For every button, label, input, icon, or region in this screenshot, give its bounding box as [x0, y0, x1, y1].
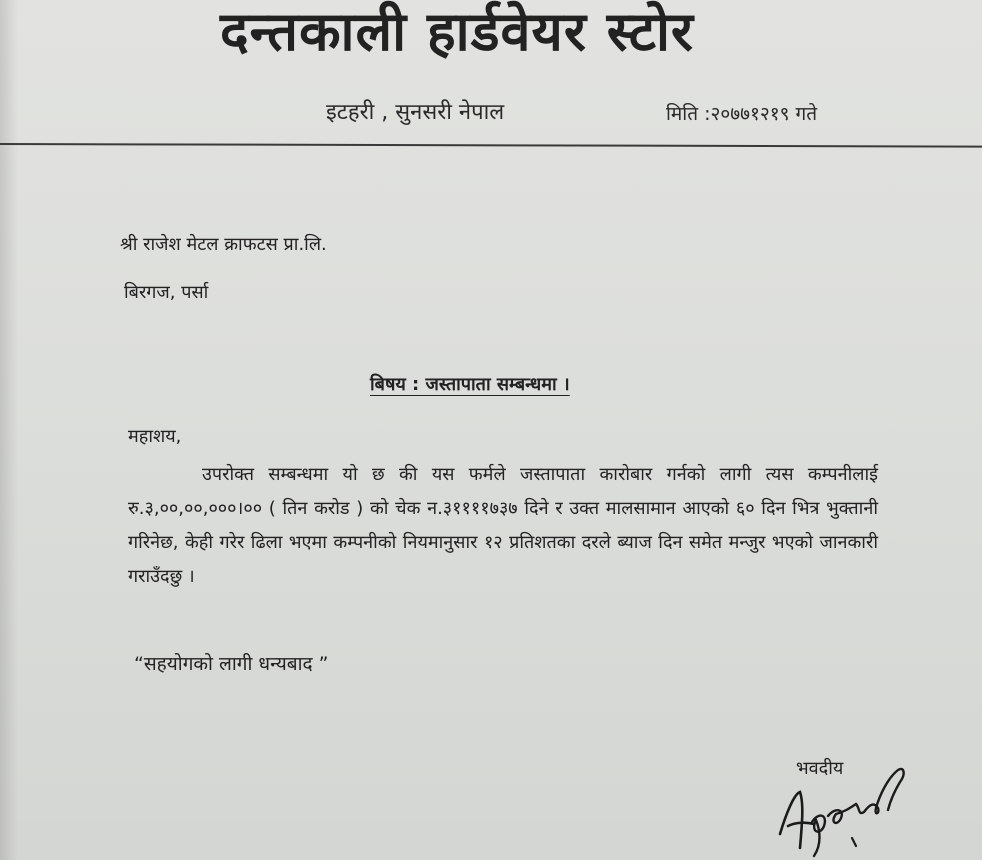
- store-address: इटहरी , सुनसरी नेपाल: [326, 100, 505, 125]
- closing-word: भवदीय: [796, 758, 844, 779]
- thanks-line: “सहयोगको लागी धन्यबाद ”: [134, 653, 329, 675]
- letter-date: मिति :२०७७१२१९ गते: [666, 103, 818, 125]
- store-name-heading: दन्तकाली हार्डवेयर स्टोर: [220, 0, 695, 63]
- recipient-name: श्री राजेश मेटल क्राफटस प्रा.लि.: [120, 234, 327, 255]
- letter-body: उपरोक्त सम्बन्धमा यो छ की यस फर्मले जस्तापाता कारोबार गर्नको लागी त्यस कम्पनीलाई रु.३,००,००,०००।०० ( तिन करोड ) को चेक न.३११११७३७ दिने र उक्त मालसामान आएको ६० दिन भित्र भुक्तानी गरिनेछ, केही गरेर ढिला भएमा कम्पनीको नियमानुसार १२ प्रतिशतका दरले ब्याज दिन समेत मन्जुर भएको जानकारी गराउँदछु ।: [128, 464, 878, 587]
- recipient-place: बिरगज, पर्सा: [124, 282, 209, 303]
- page-edge-shadow: [0, 0, 18, 860]
- salutation: महाशय,: [128, 426, 182, 447]
- subject-line: बिषय : जस्तापाता सम्बन्धमा ।: [370, 374, 570, 395]
- handwritten-signature: [766, 764, 916, 860]
